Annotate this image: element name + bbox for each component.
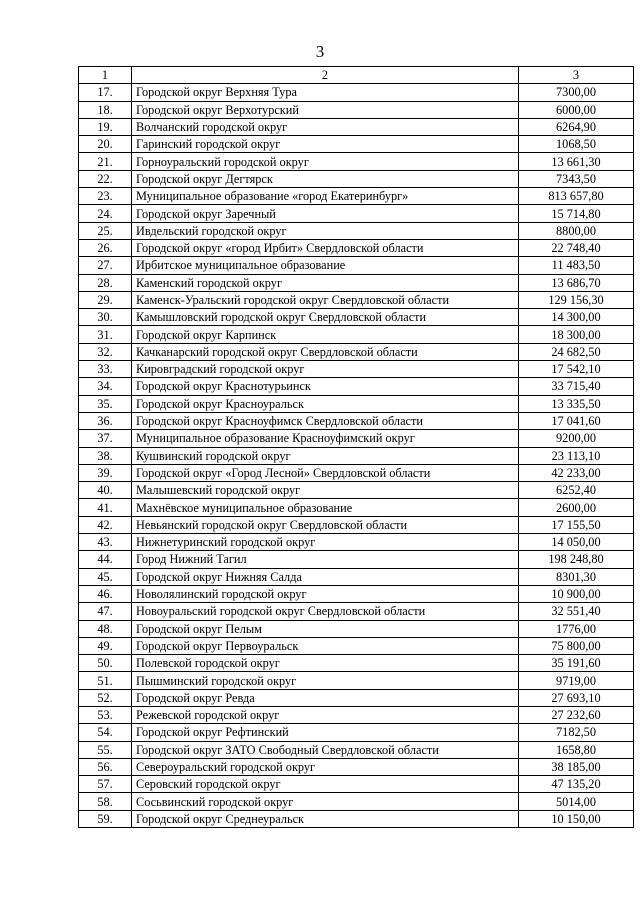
amount-cell: 11 483,50 — [519, 257, 634, 274]
row-number-cell: 33. — [79, 361, 132, 378]
table-row — [79, 361, 634, 378]
municipality-name-cell: Камышловский городской округ Свердловской области — [132, 309, 519, 326]
table-row — [79, 205, 634, 222]
municipality-name-cell: Муниципальное образование «город Екатеринбург» — [132, 188, 519, 205]
municipality-name-cell: Новолялинский городской округ — [132, 585, 519, 602]
table-row — [79, 655, 634, 672]
amount-cell: 13 661,30 — [519, 153, 634, 170]
table-row — [79, 551, 634, 568]
municipality-name-cell: Городской округ Пелым — [132, 620, 519, 637]
row-number-cell: 19. — [79, 118, 132, 135]
municipality-name-cell: Городской округ Ревда — [132, 689, 519, 706]
amount-cell: 9719,00 — [519, 672, 634, 689]
column-header-2: 2 — [132, 67, 519, 84]
amount-cell: 813 657,80 — [519, 188, 634, 205]
amount-cell: 75 800,00 — [519, 637, 634, 654]
municipality-name-cell: Кушвинский городской округ — [132, 447, 519, 464]
municipality-name-cell: Североуральский городской округ — [132, 758, 519, 775]
row-number-cell: 39. — [79, 464, 132, 481]
row-number-cell: 18. — [79, 101, 132, 118]
table-row — [79, 118, 634, 135]
municipality-name-cell: Город Нижний Тагил — [132, 551, 519, 568]
table-row — [79, 499, 634, 516]
municipal-table — [78, 66, 634, 828]
amount-cell: 22 748,40 — [519, 239, 634, 256]
amount-cell: 7343,50 — [519, 170, 634, 187]
municipality-name-cell: Городской округ Нижняя Салда — [132, 568, 519, 585]
municipality-name-cell: Городской округ Краснотурьинск — [132, 378, 519, 395]
table-row — [79, 810, 634, 827]
row-number-cell: 48. — [79, 620, 132, 637]
municipality-name-cell: Городской округ Дегтярск — [132, 170, 519, 187]
row-number-cell: 43. — [79, 534, 132, 551]
municipality-name-cell: Пышминский городской округ — [132, 672, 519, 689]
amount-cell: 198 248,80 — [519, 551, 634, 568]
table-row — [79, 136, 634, 153]
table-header-row — [79, 67, 634, 84]
municipality-name-cell: Каменск-Уральский городской округ Свердловской области — [132, 291, 519, 308]
row-number-cell: 17. — [79, 84, 132, 101]
municipality-name-cell: Городской округ Красноуфимск Свердловской области — [132, 412, 519, 429]
amount-cell: 10 900,00 — [519, 585, 634, 602]
table-row — [79, 516, 634, 533]
table-row — [79, 689, 634, 706]
municipality-name-cell: Серовский городской округ — [132, 776, 519, 793]
row-number-cell: 52. — [79, 689, 132, 706]
amount-cell: 18 300,00 — [519, 326, 634, 343]
table-row — [79, 395, 634, 412]
amount-cell: 6252,40 — [519, 482, 634, 499]
table-row — [79, 188, 634, 205]
amount-cell: 129 156,30 — [519, 291, 634, 308]
row-number-cell: 57. — [79, 776, 132, 793]
row-number-cell: 59. — [79, 810, 132, 827]
table-row — [79, 412, 634, 429]
row-number-cell: 49. — [79, 637, 132, 654]
column-header-3: 3 — [519, 67, 634, 84]
amount-cell: 42 233,00 — [519, 464, 634, 481]
table-row — [79, 343, 634, 360]
row-number-cell: 51. — [79, 672, 132, 689]
municipality-name-cell: Городской округ Рефтинский — [132, 724, 519, 741]
row-number-cell: 44. — [79, 551, 132, 568]
municipality-name-cell: Городской округ ЗАТО Свободный Свердловской области — [132, 741, 519, 758]
amount-cell: 47 135,20 — [519, 776, 634, 793]
amount-cell: 24 682,50 — [519, 343, 634, 360]
municipality-name-cell: Новоуральский городской округ Свердловской области — [132, 603, 519, 620]
municipality-name-cell: Гаринский городской округ — [132, 136, 519, 153]
amount-cell: 5014,00 — [519, 793, 634, 810]
row-number-cell: 47. — [79, 603, 132, 620]
amount-cell: 33 715,40 — [519, 378, 634, 395]
row-number-cell: 54. — [79, 724, 132, 741]
row-number-cell: 53. — [79, 706, 132, 723]
row-number-cell: 32. — [79, 343, 132, 360]
amount-cell: 1068,50 — [519, 136, 634, 153]
row-number-cell: 50. — [79, 655, 132, 672]
table-row — [79, 758, 634, 775]
amount-cell: 23 113,10 — [519, 447, 634, 464]
municipality-name-cell: Городской округ Карпинск — [132, 326, 519, 343]
municipality-name-cell: Горноуральский городской округ — [132, 153, 519, 170]
row-number-cell: 55. — [79, 741, 132, 758]
row-number-cell: 41. — [79, 499, 132, 516]
row-number-cell: 31. — [79, 326, 132, 343]
municipality-name-cell: Городской округ Первоуральск — [132, 637, 519, 654]
table-body — [79, 84, 634, 828]
amount-cell: 10 150,00 — [519, 810, 634, 827]
table-row — [79, 603, 634, 620]
municipality-name-cell: Ивдельский городской округ — [132, 222, 519, 239]
municipality-name-cell: Городской округ «Город Лесной» Свердловской области — [132, 464, 519, 481]
row-number-cell: 29. — [79, 291, 132, 308]
amount-cell: 9200,00 — [519, 430, 634, 447]
table-row — [79, 257, 634, 274]
amount-cell: 1776,00 — [519, 620, 634, 637]
table-row — [79, 447, 634, 464]
municipality-name-cell: Невьянский городской округ Свердловской области — [132, 516, 519, 533]
table-row — [79, 153, 634, 170]
municipality-name-cell: Сосьвинский городской округ — [132, 793, 519, 810]
table-row — [79, 724, 634, 741]
row-number-cell: 22. — [79, 170, 132, 187]
row-number-cell: 30. — [79, 309, 132, 326]
amount-cell: 27 232,60 — [519, 706, 634, 723]
row-number-cell: 45. — [79, 568, 132, 585]
table-row — [79, 793, 634, 810]
row-number-cell: 37. — [79, 430, 132, 447]
amount-cell: 8301,30 — [519, 568, 634, 585]
row-number-cell: 24. — [79, 205, 132, 222]
municipality-name-cell: Городской округ Верхотурский — [132, 101, 519, 118]
amount-cell: 1658,80 — [519, 741, 634, 758]
municipality-name-cell: Городской округ «город Ирбит» Свердловской области — [132, 239, 519, 256]
municipality-name-cell: Волчанский городской округ — [132, 118, 519, 135]
amount-cell: 27 693,10 — [519, 689, 634, 706]
table-row — [79, 620, 634, 637]
amount-cell: 6000,00 — [519, 101, 634, 118]
amount-cell: 2600,00 — [519, 499, 634, 516]
table-row — [79, 672, 634, 689]
municipality-name-cell: Городской округ Заречный — [132, 205, 519, 222]
table-row — [79, 326, 634, 343]
table-row — [79, 84, 634, 101]
table-row — [79, 309, 634, 326]
municipality-name-cell: Муниципальное образование Красноуфимский округ — [132, 430, 519, 447]
table-row — [79, 291, 634, 308]
amount-cell: 14 300,00 — [519, 309, 634, 326]
municipality-name-cell: Кировградский городской округ — [132, 361, 519, 378]
row-number-cell: 23. — [79, 188, 132, 205]
table-row — [79, 464, 634, 481]
row-number-cell: 40. — [79, 482, 132, 499]
municipality-name-cell: Ирбитское муниципальное образование — [132, 257, 519, 274]
amount-cell: 17 041,60 — [519, 412, 634, 429]
table-row — [79, 637, 634, 654]
row-number-cell: 27. — [79, 257, 132, 274]
row-number-cell: 38. — [79, 447, 132, 464]
row-number-cell: 36. — [79, 412, 132, 429]
table-row — [79, 222, 634, 239]
amount-cell: 13 335,50 — [519, 395, 634, 412]
municipality-name-cell: Полевской городской округ — [132, 655, 519, 672]
row-number-cell: 28. — [79, 274, 132, 291]
row-number-cell: 42. — [79, 516, 132, 533]
table-row — [79, 239, 634, 256]
column-header-1: 1 — [79, 67, 132, 84]
table-row — [79, 706, 634, 723]
amount-cell: 14 050,00 — [519, 534, 634, 551]
table-row — [79, 534, 634, 551]
table-row — [79, 585, 634, 602]
table-row — [79, 776, 634, 793]
table-row — [79, 101, 634, 118]
row-number-cell: 34. — [79, 378, 132, 395]
municipality-name-cell: Качканарский городской округ Свердловской области — [132, 343, 519, 360]
amount-cell: 17 542,10 — [519, 361, 634, 378]
table-row — [79, 378, 634, 395]
table-row — [79, 170, 634, 187]
amount-cell: 17 155,50 — [519, 516, 634, 533]
table-row — [79, 430, 634, 447]
table-row — [79, 741, 634, 758]
amount-cell: 7300,00 — [519, 84, 634, 101]
municipality-name-cell: Городской округ Красноуральск — [132, 395, 519, 412]
municipality-name-cell: Каменский городской округ — [132, 274, 519, 291]
municipality-name-cell: Режевской городской округ — [132, 706, 519, 723]
amount-cell: 15 714,80 — [519, 205, 634, 222]
row-number-cell: 56. — [79, 758, 132, 775]
row-number-cell: 25. — [79, 222, 132, 239]
amount-cell: 7182,50 — [519, 724, 634, 741]
amount-cell: 6264,90 — [519, 118, 634, 135]
amount-cell: 8800,00 — [519, 222, 634, 239]
table-row — [79, 274, 634, 291]
municipality-name-cell: Городской округ Среднеуральск — [132, 810, 519, 827]
amount-cell: 32 551,40 — [519, 603, 634, 620]
amount-cell: 38 185,00 — [519, 758, 634, 775]
page-number: 3 — [315, 42, 325, 61]
amount-cell: 13 686,70 — [519, 274, 634, 291]
municipality-name-cell: Малышевский городской округ — [132, 482, 519, 499]
table-row — [79, 482, 634, 499]
table-row — [79, 568, 634, 585]
amount-cell: 35 191,60 — [519, 655, 634, 672]
row-number-cell: 21. — [79, 153, 132, 170]
row-number-cell: 20. — [79, 136, 132, 153]
row-number-cell: 46. — [79, 585, 132, 602]
municipality-name-cell: Нижнетуринский городской округ — [132, 534, 519, 551]
row-number-cell: 35. — [79, 395, 132, 412]
row-number-cell: 58. — [79, 793, 132, 810]
row-number-cell: 26. — [79, 239, 132, 256]
municipality-name-cell: Махнёвское муниципальное образование — [132, 499, 519, 516]
municipality-name-cell: Городской округ Верхняя Тура — [132, 84, 519, 101]
